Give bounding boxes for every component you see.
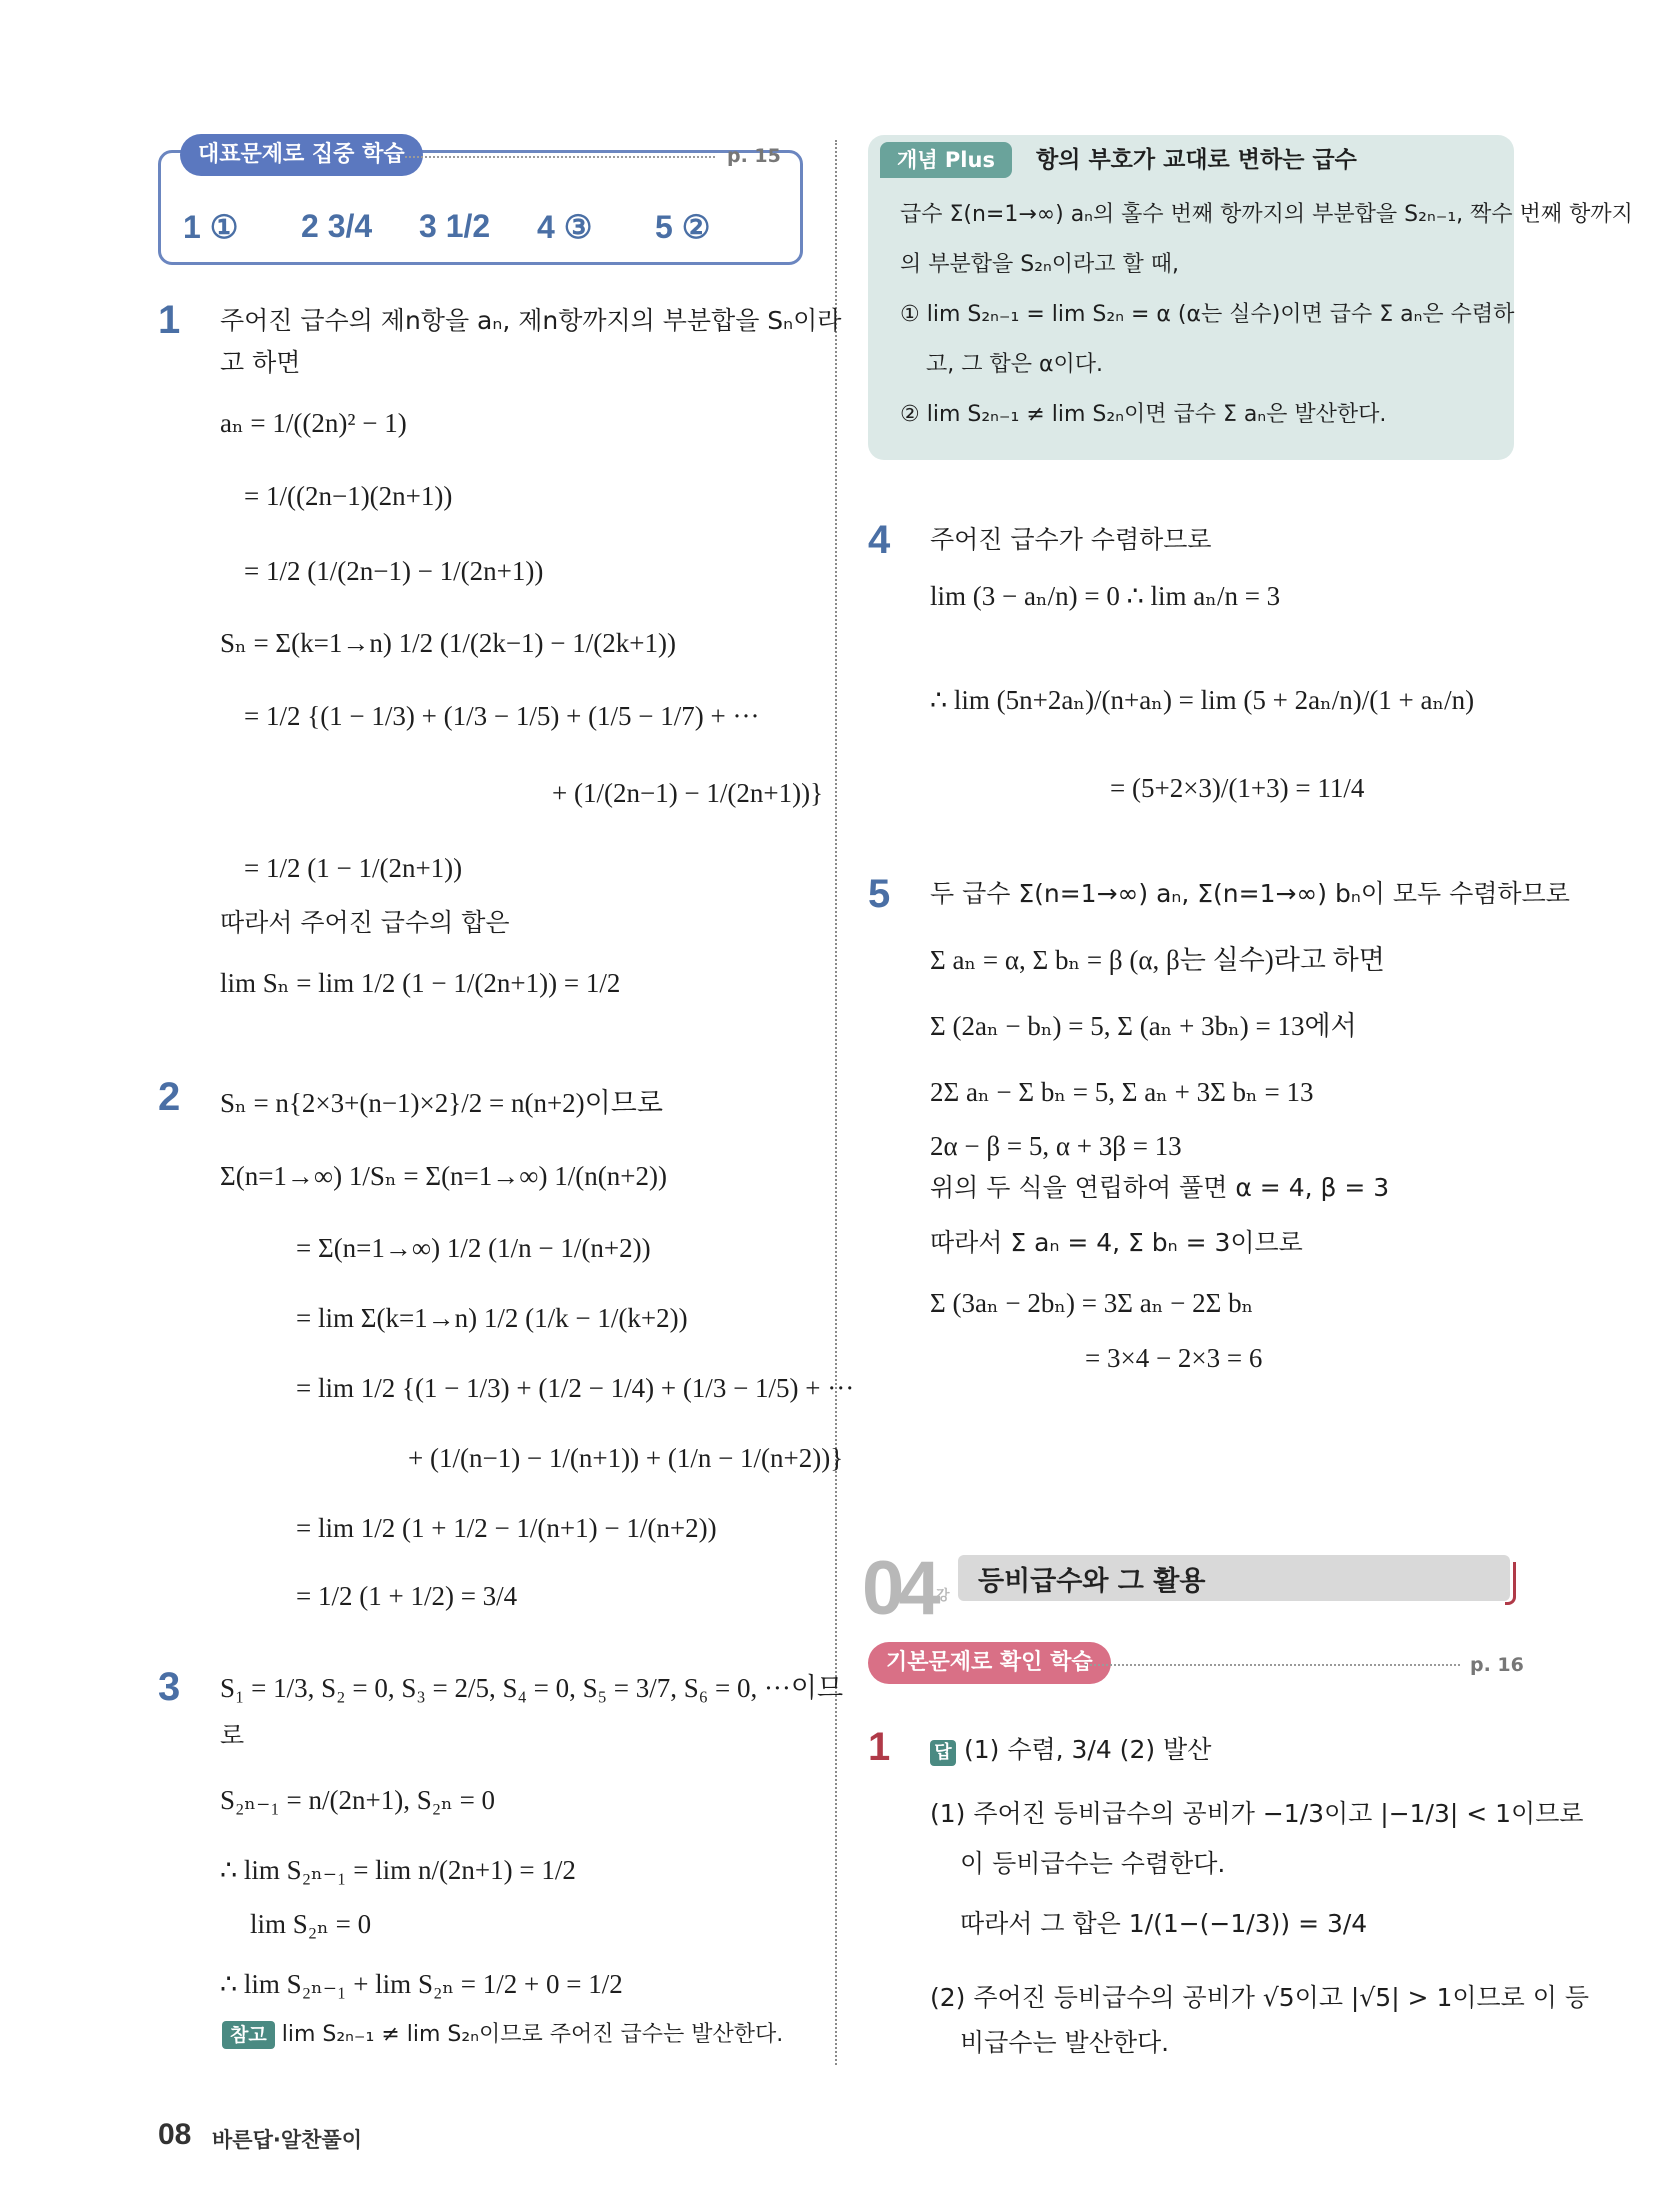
problem-number: 1	[158, 298, 181, 342]
concept-line: 고, 그 합은 α이다.	[926, 352, 1103, 377]
page-number: 08	[158, 2118, 192, 2151]
dotted-rule	[405, 156, 715, 158]
answer-key-item: 2 3/4	[301, 208, 373, 244]
problem-number: 5	[868, 872, 891, 916]
concept-line: ① lim S₂ₙ₋₁ = lim S₂ₙ = α (α는 실수)이면 급수 Σ aₙ은 수렴하	[900, 302, 1515, 327]
reference-note	[222, 2020, 783, 2051]
chapter-number: 04	[862, 1546, 935, 1631]
equation-line: Sₙ = Σ(k=1→n) 1/2 (1/(2k−1) − 1/(2k+1))	[220, 628, 676, 658]
equation-line: Σ (2aₙ − bₙ) = 5, Σ (aₙ + 3bₙ) = 13에서	[930, 1011, 1357, 1041]
equation-line: 2Σ aₙ − Σ bₙ = 5, Σ aₙ + 3Σ bₙ = 13	[930, 1077, 1314, 1107]
chapter-unit: 강	[936, 1588, 950, 1604]
equation-line: lim (3 − aₙ/n) = 0 ∴ lim aₙ/n = 3	[930, 581, 1281, 611]
solution-line: 이 등비급수는 수렴한다.	[960, 1849, 1226, 1878]
equation-line: 2α − β = 5, α + 3β = 13	[930, 1131, 1182, 1161]
equation-line: = Σ(n=1→∞) 1/2 (1/n − 1/(n+2))	[296, 1233, 651, 1263]
equation-line: Sₙ = n{2×3+(n−1)×2}/2 = n(n+2)이므로	[220, 1088, 663, 1118]
dotted-rule	[1085, 1664, 1460, 1666]
answer-tag: 답	[930, 1740, 956, 1766]
problem-number: 4	[868, 518, 891, 562]
answer-key-item: 4 ③	[537, 209, 593, 245]
solution-line: 비급수는 발산한다.	[960, 2028, 1170, 2057]
answer-key-item: 1 ①	[183, 209, 239, 245]
concept-line: 급수 Σ(n=1→∞) aₙ의 홀수 번째 항까지의 부분합을 S₂ₙ₋₁, 짝수 번째 항까지	[900, 202, 1633, 227]
solution-line: 따라서 Σ aₙ = 4, Σ bₙ = 3이므로	[930, 1228, 1303, 1257]
answer-key-item: 5 ②	[655, 209, 711, 245]
page-reference: p. 16	[1470, 1654, 1524, 1676]
reference-text: lim S₂ₙ₋₁ ≠ lim S₂ₙ이므로 주어진 급수는 발산한다.	[281, 2022, 784, 2047]
concept-line: ② lim S₂ₙ₋₁ ≠ lim S₂ₙ이면 급수 Σ aₙ은 발산한다.	[900, 402, 1387, 427]
equation-line: Σ (3aₙ − 2bₙ) = 3Σ aₙ − 2Σ bₙ	[930, 1288, 1254, 1318]
equation-line: = lim 1/2 {(1 − 1/3) + (1/2 − 1/4) + (1/3 − 1/5) + ···	[296, 1373, 855, 1403]
section-label-focus: 대표문제로 집중 학습	[180, 134, 423, 176]
problem-number: 3	[158, 1665, 181, 1709]
answer-line	[930, 1732, 1211, 1767]
concept-line: 의 부분합을 S₂ₙ이라고 할 때,	[900, 252, 1180, 277]
equation-line: ∴ lim S₂ₙ₋₁ = lim n/(2n+1) = 1/2	[220, 1855, 576, 1885]
equation-line: lim S₂ₙ = 0	[250, 1909, 372, 1939]
solution-line: 로	[220, 1721, 245, 1750]
problem-number: 1	[868, 1725, 891, 1769]
equation-line: lim Sₙ = lim 1/2 (1 − 1/(2n+1)) = 1/2	[220, 968, 621, 998]
chapter-bar-accent	[1505, 1562, 1516, 1605]
answer-text: (1) 수렴, 3/4 (2) 발산	[963, 1735, 1212, 1764]
solution-line: 주어진 급수의 제n항을 aₙ, 제n항까지의 부분합을 Sₙ이라	[220, 306, 842, 335]
solution-line: 위의 두 식을 연립하여 풀면 α = 4, β = 3	[930, 1173, 1390, 1202]
equation-line: = lim Σ(k=1→n) 1/2 (1/k − 1/(k+2))	[296, 1303, 688, 1333]
book-title: 바른답·알찬풀이	[212, 2128, 362, 2152]
solution-line: 두 급수 Σ(n=1→∞) aₙ, Σ(n=1→∞) bₙ이 모두 수렴하므로	[930, 879, 1570, 908]
solution-line: (1) 주어진 등비급수의 공비가 −1/3이고 |−1/3| < 1이므로	[930, 1799, 1584, 1828]
equation-line: = 1/2 (1 + 1/2) = 3/4	[296, 1581, 518, 1611]
equation-line: = 1/2 (1/(2n−1) − 1/(2n+1))	[244, 556, 544, 586]
chapter-title: 등비급수와 그 활용	[978, 1566, 1206, 1597]
equation-line: = 1/2 (1 − 1/(2n+1))	[244, 853, 463, 883]
equation-line: Σ aₙ = α, Σ bₙ = β (α, β는 실수)라고 하면	[930, 945, 1385, 975]
reference-tag: 참고	[222, 2021, 275, 2049]
page-reference: p. 15	[727, 145, 781, 167]
equation-line: ∴ lim (5n+2aₙ)/(n+aₙ) = lim (5 + 2aₙ/n)/(1 + aₙ/n)	[930, 685, 1475, 715]
concept-plus-title: 항의 부호가 교대로 변하는 급수	[1036, 147, 1357, 173]
column-divider	[835, 140, 837, 2065]
equation-line: = (5+2×3)/(1+3) = 11/4	[1110, 773, 1365, 803]
solution-line: 고 하면	[220, 348, 301, 377]
solution-line: (2) 주어진 등비급수의 공비가 √5이고 |√5| > 1이므로 이 등	[930, 1983, 1590, 2012]
equation-line: = 1/((2n−1)(2n+1))	[244, 481, 453, 511]
equation-line: = 1/2 {(1 − 1/3) + (1/3 − 1/5) + (1/5 − 1/7) + ···	[244, 701, 760, 731]
equation-line: ∴ lim S₂ₙ₋₁ + lim S₂ₙ = 1/2 + 0 = 1/2	[220, 1969, 623, 1999]
answer-key-item: 3 1/2	[419, 208, 491, 244]
equation-line: S₂ₙ₋₁ = n/(2n+1), S₂ₙ = 0	[220, 1785, 496, 1815]
solution-line: 따라서 그 합은 1/(1−(−1/3)) = 3/4	[960, 1909, 1368, 1938]
equation-line: + (1/(n−1) − 1/(n+1)) + (1/n − 1/(n+2))}	[408, 1443, 844, 1473]
equation-line: aₙ = 1/((2n)² − 1)	[220, 408, 407, 438]
solution-line: 주어진 급수가 수렴하므로	[930, 525, 1212, 554]
equation-line: + (1/(2n−1) − 1/(2n+1))}	[552, 778, 824, 808]
section-label-check: 기본문제로 확인 학습	[868, 1642, 1111, 1684]
equation-line: S₁ = 1/3, S₂ = 0, S₃ = 2/5, S₄ = 0, S₅ = 3/7, S₆ = 0, ···이므	[220, 1673, 844, 1703]
concept-plus-tag: 개념 Plus	[880, 142, 1012, 178]
equation-line: = lim 1/2 (1 + 1/2 − 1/(n+1) − 1/(n+2))	[296, 1513, 717, 1543]
solution-line: 따라서 주어진 급수의 합은	[220, 908, 510, 937]
equation-line: Σ(n=1→∞) 1/Sₙ = Σ(n=1→∞) 1/(n(n+2))	[220, 1161, 667, 1191]
problem-number: 2	[158, 1075, 181, 1119]
equation-line: = 3×4 − 2×3 = 6	[1085, 1343, 1263, 1373]
